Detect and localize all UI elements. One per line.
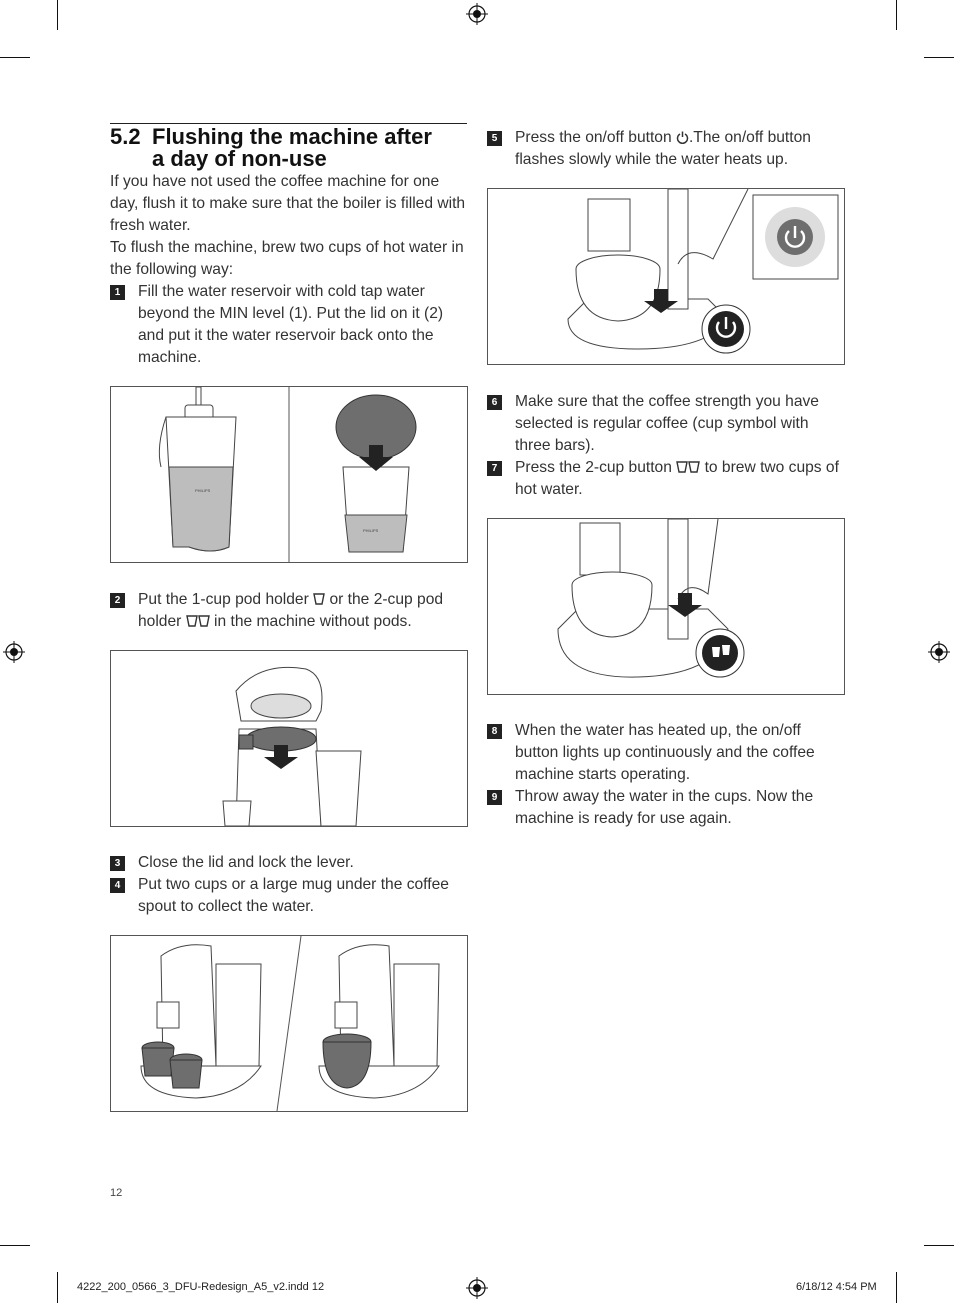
crop-mark <box>0 57 30 58</box>
step-text-part: Put the 1-cup pod holder <box>138 591 309 608</box>
crop-mark <box>924 1245 954 1246</box>
page-number: 12 <box>110 1187 123 1199</box>
step-text <box>515 457 847 501</box>
step-text: When the water has heated up, the on/off button lights up continuously and the coffee machine starts operating. <box>515 722 815 783</box>
registration-mark-icon <box>928 641 950 663</box>
step-text-part: Press the 2-cup button <box>515 459 672 476</box>
step-number-badge: 9 <box>487 790 502 805</box>
reservoir-illustration <box>111 387 467 562</box>
section-title-line1: Flushing the machine after <box>152 124 432 149</box>
section-title-line2: a day of non-use <box>152 146 327 171</box>
step-text-part: in the machine without pods. <box>214 613 412 630</box>
step-number-badge: 3 <box>110 856 125 871</box>
crop-mark <box>896 0 897 30</box>
crop-mark <box>57 1272 58 1303</box>
step-text: Put two cups or a large mug under the coffee spout to collect the water. <box>138 876 449 915</box>
step-6 <box>487 391 847 457</box>
step-5 <box>487 127 847 171</box>
step-7 <box>487 457 847 501</box>
step-text-part: or the 2-cup pod holder <box>138 591 444 630</box>
step-text-part: to brew two cups of hot water. <box>515 459 839 498</box>
step-text: Close the lid and lock the lever. <box>138 854 354 871</box>
step-number-badge: 2 <box>110 593 125 608</box>
figure-pod-holder <box>110 650 468 827</box>
step-3 <box>110 852 470 874</box>
step-8 <box>487 720 847 786</box>
step-4 <box>110 874 470 918</box>
registration-mark-icon <box>3 641 25 663</box>
two-cup-button-illustration <box>488 519 844 694</box>
pod-holder-illustration <box>111 651 467 826</box>
registration-mark-icon <box>466 3 488 25</box>
step-text-part: .The on/off button flashes slowly while the water heats up. <box>515 129 811 168</box>
figure-power-button <box>487 188 845 365</box>
step-text: Make sure that the coffee strength you have selected is regular coffee (cup symbol with three bars). <box>515 393 819 454</box>
two-cup-button-icon <box>676 461 700 474</box>
step-number-badge: 5 <box>487 131 502 146</box>
step-number-badge: 6 <box>487 395 502 410</box>
step-number-badge: 8 <box>487 724 502 739</box>
footer-file-name: 4222_200_0566_3_DFU-Redesign_A5_v2.indd 12 <box>77 1281 325 1293</box>
crop-mark <box>57 0 58 30</box>
figure-cups-under-spout <box>110 935 468 1112</box>
step-text <box>515 127 847 171</box>
cups-illustration <box>111 936 467 1111</box>
one-cup-pod-icon <box>313 593 325 606</box>
intro-paragraph: If you have not used the coffee machine for one day, flush it to make sure that the boiler is filled with fresh water. <box>110 173 466 234</box>
registration-mark-icon <box>466 1277 488 1299</box>
step-text <box>138 589 470 633</box>
step-9 <box>487 786 847 830</box>
step-text: Throw away the water in the cups. Now the machine is ready for use again. <box>515 788 814 827</box>
power-button-illustration <box>488 189 844 364</box>
figure-fill-reservoir <box>110 386 468 563</box>
crop-mark <box>0 1245 30 1246</box>
step-text: Fill the water reservoir with cold tap water beyond the MIN level (1). Put the lid on it (2) and put it the water reservoir back onto the machine. <box>138 283 444 366</box>
step-text-part: Press the on/off button <box>515 129 672 146</box>
step-number-badge: 1 <box>110 285 125 300</box>
section-title <box>110 123 467 170</box>
crop-mark <box>896 1272 897 1303</box>
intro <box>110 171 470 281</box>
intro-paragraph: To flush the machine, brew two cups of hot water in the following way: <box>110 239 464 278</box>
crop-mark <box>924 57 954 58</box>
figure-two-cup-button <box>487 518 845 695</box>
power-icon <box>676 131 689 144</box>
svg-text:PHILIPS: PHILIPS <box>195 488 211 493</box>
step-number-badge: 4 <box>110 878 125 893</box>
svg-text:PHILIPS: PHILIPS <box>363 528 379 533</box>
section-number: 5.2 <box>110 124 141 149</box>
step-1 <box>110 281 470 369</box>
step-2 <box>110 589 470 633</box>
footer-date: 6/18/12 4:54 PM <box>796 1281 877 1293</box>
step-number-badge: 7 <box>487 461 502 476</box>
two-cup-pod-icon <box>186 615 210 628</box>
